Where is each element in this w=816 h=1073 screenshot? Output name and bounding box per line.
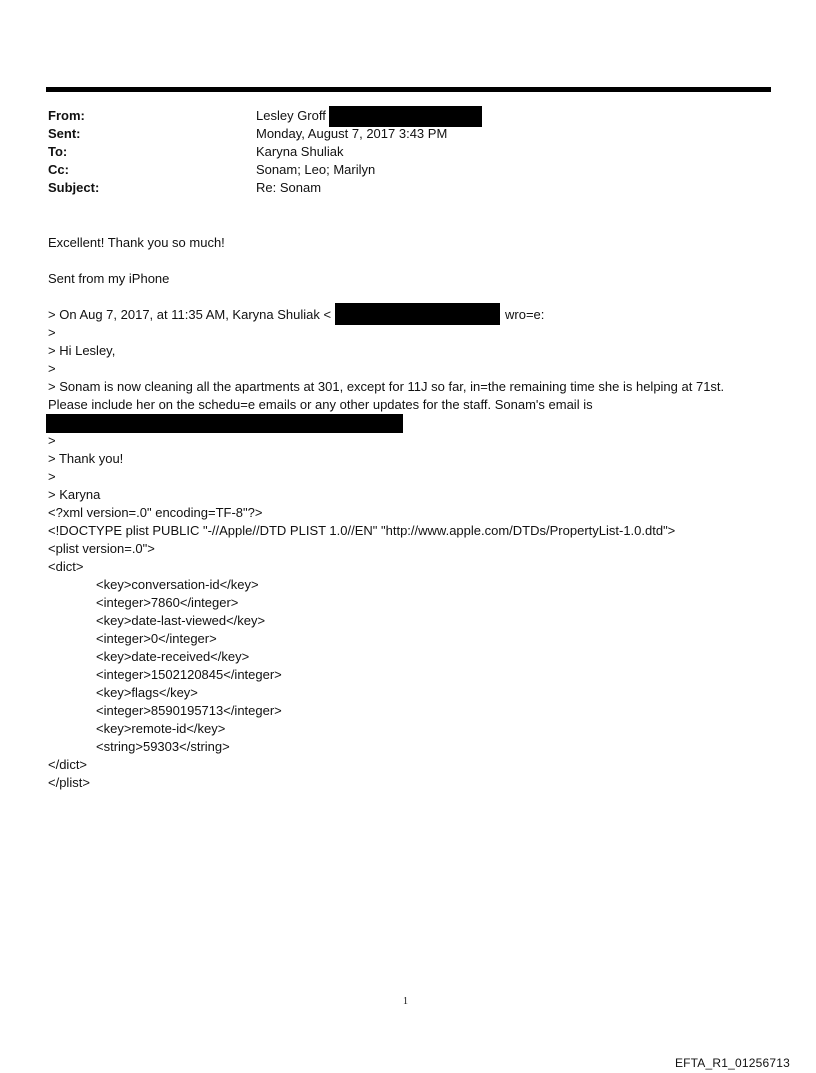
quote-blank-line: >: [48, 433, 56, 448]
from-label: From:: [48, 108, 85, 123]
redaction-box: [46, 414, 403, 433]
plist-entry: <integer>0</integer>: [96, 631, 217, 646]
plist-entry: <key>flags</key>: [96, 685, 198, 700]
plist-entry: <key>date-received</key>: [96, 649, 250, 664]
to-value: Karyna Shuliak: [256, 144, 344, 159]
plist-entry: <string>59303</string>: [96, 739, 230, 754]
quote-please-line: Please include her on the schedu=e emails or any other updates for the staff. Sonam's email is: [48, 397, 593, 412]
redaction-box: [335, 303, 500, 325]
cc-value: Sonam; Leo; Marilyn: [256, 162, 376, 177]
plist-entry: <integer>7860</integer>: [96, 595, 239, 610]
quote-thanks-line: > Thank you!: [48, 451, 124, 466]
from-value: Lesley Groff: [256, 108, 326, 123]
body-line-sent-from: Sent from my iPhone: [48, 271, 170, 286]
subject-value: Re: Sonam: [256, 180, 322, 195]
quote-on-suffix: wro=e:: [505, 307, 545, 322]
cc-label: Cc:: [48, 162, 69, 177]
page-number: 1: [403, 996, 408, 1007]
quote-on-prefix: > On Aug 7, 2017, at 11:35 AM, Karyna Shuliak <: [48, 307, 332, 322]
plist-xml-declaration: <?xml version=.0" encoding=TF-8"?>: [48, 505, 263, 520]
sent-value: Monday, August 7, 2017 3:43 PM: [256, 126, 448, 141]
plist-dict-open: <dict>: [48, 559, 84, 574]
quote-blank-line: >: [48, 361, 56, 376]
bates-number: EFTA_R1_01256713: [674, 1056, 790, 1070]
plist-open-tag: <plist version=.0">: [48, 541, 155, 556]
body-line-excellent: Excellent! Thank you so much!: [48, 235, 225, 250]
to-label: To:: [48, 144, 68, 159]
plist-doctype: <!DOCTYPE plist PUBLIC "-//Apple//DTD PLIST 1.0//EN" "http://www.apple.com/DTDs/PropertyList-1.0.dtd">: [48, 523, 676, 538]
quote-on-line: [48, 306, 331, 324]
subject-label: Subject:: [48, 180, 100, 195]
plist-entry: <key>date-last-viewed</key>: [96, 613, 266, 628]
plist-entry: <integer>1502120845</integer>: [96, 667, 282, 682]
quote-blank-line: >: [48, 469, 56, 484]
plist-entry: <key>conversation-id</key>: [96, 577, 259, 592]
plist-close-tag: </plist>: [48, 775, 90, 790]
plist-entry: <key>remote-id</key>: [96, 721, 226, 736]
quote-blank-line: >: [48, 325, 56, 340]
quote-signature-line: > Karyna: [48, 487, 101, 502]
quote-greeting: > Hi Lesley,: [48, 343, 116, 358]
quote-sonam-line: > Sonam is now cleaning all the apartments at 301, except for 11J so far, in=the remaining time she is helping at 71st.: [48, 379, 725, 394]
header-divider-rule: [46, 87, 771, 92]
sent-label: Sent:: [48, 126, 81, 141]
redaction-box: [329, 106, 482, 127]
plist-dict-close: </dict>: [48, 757, 88, 772]
plist-entry: <integer>8590195713</integer>: [96, 703, 282, 718]
